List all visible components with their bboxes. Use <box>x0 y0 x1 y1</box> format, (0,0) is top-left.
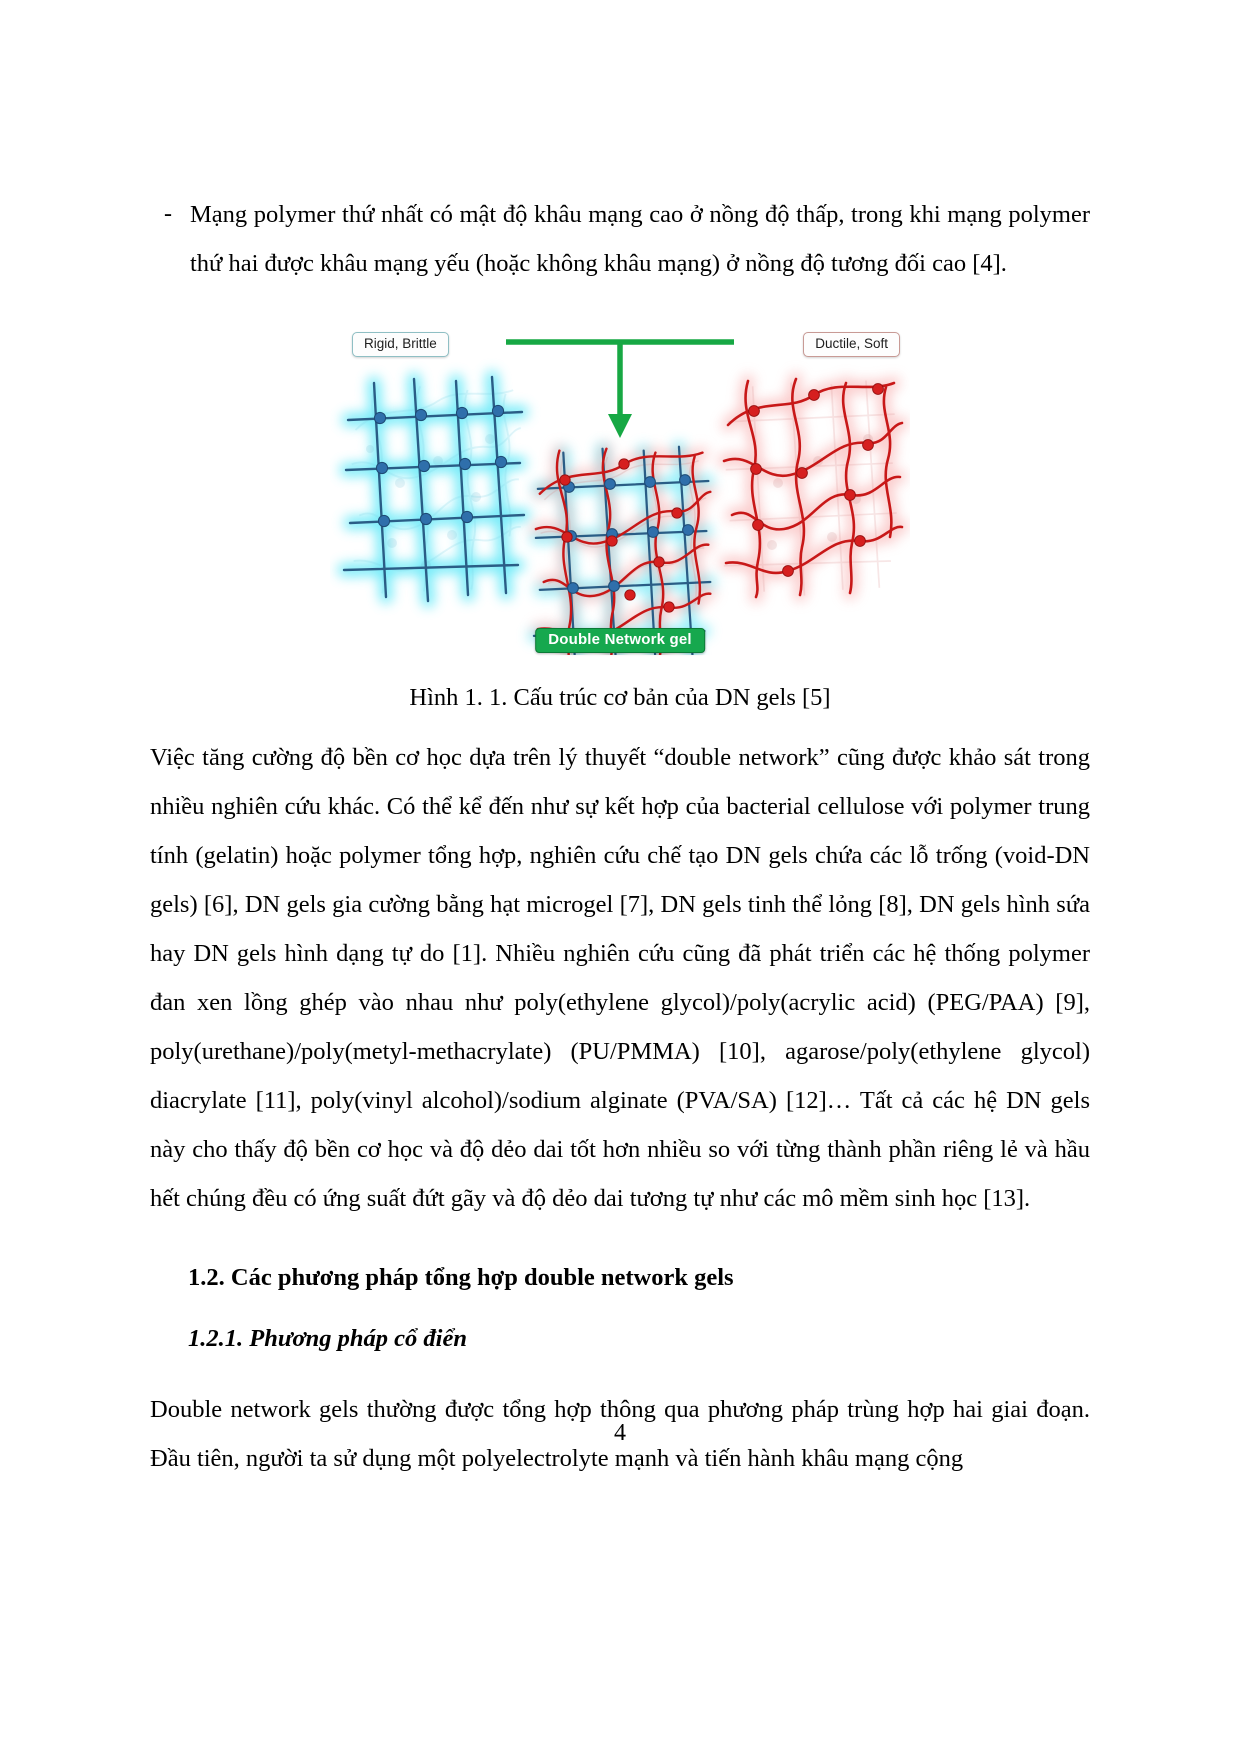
bullet-list-item <box>150 190 1090 288</box>
body-paragraph-1: Việc tăng cường độ bền cơ học dựa trên lý thuyết “double network” cũng được khảo sát trong nhiều nghiên cứu khác. Có thể kể đến như sự kết hợp của bacterial cellulose với polymer trung tính (gelatin) hoặc polymer tổng hợp, nghiên cứu chế tạo DN gels chứa các lỗ trống (void-DN gels) [6], DN gels gia cường bằng hạt microgel [7], DN gels tinh thể lỏng [8], DN gels hình sứa hay DN gels hình dạng tự do [1]. Nhiều nghiên cứu cũng đã phát triển các hệ thống polymer đan xen lồng ghép vào nhau như poly(ethylene glycol)/poly(acrylic acid) (PEG/PAA) [9], poly(urethane)/poly(metyl-methacrylate) (PU/PMMA) [10], agarose/poly(ethylene glycol) diacrylate [11], poly(vinyl alcohol)/sodium alginate (PVA/SA) [12]… Tất cả các hệ DN gels này cho thấy độ bền cơ học và độ dẻo dai tốt hơn nhiều so với từng thành phần riêng lẻ và hầu hết chúng đều có ứng suất đứt gãy và độ dẻo dai tương tự như các mô mềm sinh học [13]. <box>150 744 1090 1212</box>
bullet-text: Mạng polymer thứ nhất có mật độ khâu mạng cao ở nồng độ thấp, trong khi mạng polymer thứ hai được khâu mạng yếu (hoặc không khâu mạng) ở nồng độ tương đối cao [4]. <box>190 201 1090 277</box>
arrow-head <box>608 414 632 438</box>
label-double-network-gel: Double Network gel <box>535 628 705 653</box>
heading-section-1-2-1: 1.2.1. Phương pháp cổ điển <box>188 1325 467 1352</box>
figure-caption: Hình 1. 1. Cấu trúc cơ bản của DN gels [5] <box>409 684 831 711</box>
figure-canvas <box>330 310 910 655</box>
heading-section-1-2: 1.2. Các phương pháp tổng hợp double network gels <box>188 1264 734 1291</box>
label-ductile-soft: Ductile, Soft <box>803 332 900 357</box>
page-content <box>150 190 1090 1483</box>
dn-gel-diagram <box>330 310 910 655</box>
combine-arrow <box>506 342 734 418</box>
figure-1-1 <box>150 310 1090 715</box>
page-number: 4 <box>614 1420 626 1446</box>
body-paragraph-2: Double network gels thường được tổng hợp thông qua phương pháp trùng hợp hai giai đoạn. Đầu tiên, người ta sử dụng một polyelectrolyte mạnh và tiến hành khâu mạng cộng <box>150 1396 1090 1472</box>
label-rigid-brittle: Rigid, Brittle <box>352 332 449 357</box>
bullet-marker: - <box>164 201 172 227</box>
